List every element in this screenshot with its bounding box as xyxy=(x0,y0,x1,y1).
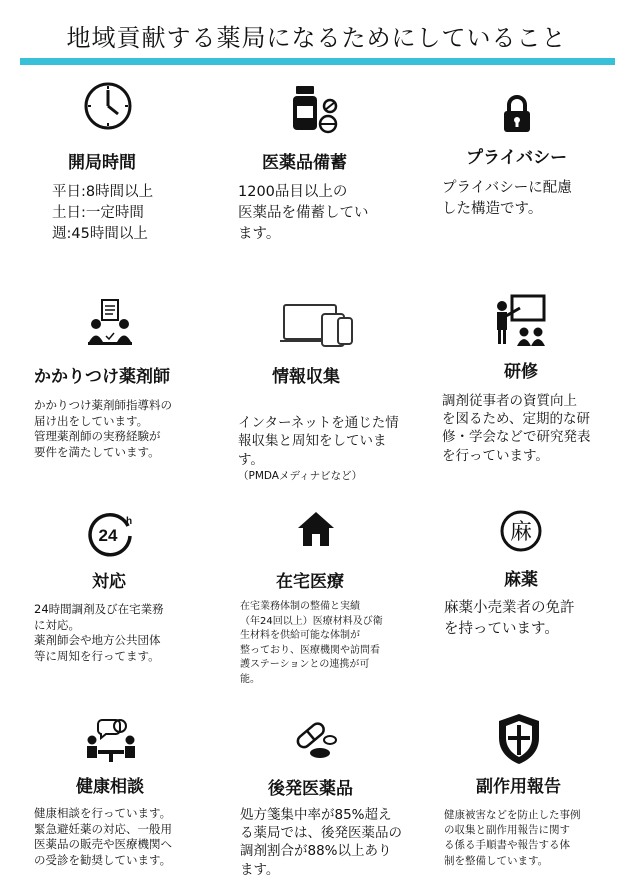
item-note-info: （PMDAメディナビなど） xyxy=(238,469,363,482)
training-icon xyxy=(494,294,548,348)
svg-text:麻: 麻 xyxy=(509,520,533,545)
item-desc-info xyxy=(238,396,399,501)
meeting-icon xyxy=(84,716,138,764)
svg-text:24: 24 xyxy=(98,526,118,545)
medicine-icon xyxy=(290,84,342,134)
item-title-hours: 開局時間 xyxy=(68,153,136,173)
item-desc-health: 健康相談を行っています。 緊急避妊薬の対応、一般用 医薬品の販売や医療機関へ の受診を勧奨しています。 xyxy=(34,806,172,867)
item-title-stock: 医薬品備蓄 xyxy=(262,153,347,173)
item-title-privacy: プライバシー xyxy=(466,148,568,168)
item-title-sideeffect: 副作用報告 xyxy=(476,777,561,797)
item-desc-stock: 1200品目以上の 医薬品を備蓄してい ます。 xyxy=(238,184,369,243)
lock-icon xyxy=(502,94,532,134)
item-title-narcotics: 麻薬 xyxy=(504,570,538,590)
svg-text:h: h xyxy=(126,516,133,527)
pills-icon xyxy=(292,720,340,760)
item-desc-support: 24時間調剤及び在宅業務 に対応。 薬剤師会や地方公共団体 等に周知を行ってます。 xyxy=(34,602,164,663)
item-desc-homecare: 在宅業務体制の整備と実績 （年24回以上）医療材料及び衛 生材料を供給可能な体制が 整っており、医療機関や訪問看 護ステーションとの連携が可 能。 xyxy=(240,601,383,685)
consultation-icon xyxy=(88,298,132,348)
item-title-training: 研修 xyxy=(504,362,538,382)
home-icon xyxy=(296,510,336,548)
narcotics-icon xyxy=(500,510,542,552)
item-desc-pharmacist: かかりつけ薬剤師指導料の 届け出をしています。 管理薬剤師の実務経験が 要件を満たしています。 xyxy=(34,398,172,459)
item-desc-hours: 平日:8時間以上 土日:一定時間 週:45時間以上 xyxy=(52,184,154,243)
item-desc-narcotics: 麻薬小売業者の免許 を持っています。 xyxy=(444,600,575,638)
item-title-health: 健康相談 xyxy=(76,777,144,797)
item-title-pharmacist: かかりつけ薬剤師 xyxy=(34,367,170,387)
item-title-homecare: 在宅医療 xyxy=(276,572,344,592)
shield-icon xyxy=(496,712,542,766)
24h-icon xyxy=(84,508,136,560)
item-title-support: 対応 xyxy=(92,572,126,592)
page-title: 地域貢献する薬局になるためにしていること xyxy=(66,24,567,52)
item-desc-generic: 処方箋集中率が85%超え る薬局では、後発医薬品の 調剤割合が88%以上あり ます。 xyxy=(240,807,402,878)
item-desc-sideeffect: 健康被害などを防止した事例 の収集と副作用報告に関す る係る手順書や報告する体 制を整備しています。 xyxy=(444,809,581,867)
clock-icon xyxy=(82,80,134,132)
item-title-info: 情報収集 xyxy=(272,367,340,387)
item-desc-info-text: インターネットを通じた情 報収集と周知をしていま す。 xyxy=(238,415,399,468)
item-desc-training: 調剤従事者の資質向上 を図るため、定期的な研 修・学会などで研究発表 を行っています。 xyxy=(442,393,591,464)
item-title-generic: 後発医薬品 xyxy=(268,779,353,799)
title-underline xyxy=(20,58,615,65)
item-desc-privacy: プライバシーに配慮 した構造です。 xyxy=(442,180,572,218)
devices-icon xyxy=(280,302,356,350)
